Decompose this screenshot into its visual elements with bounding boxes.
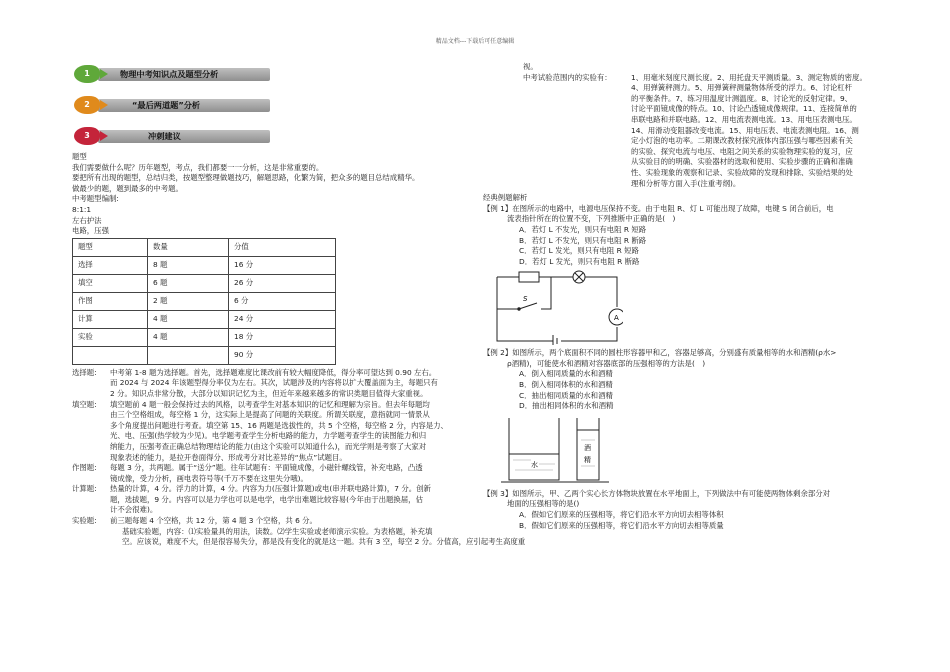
text-line: 填空题前 4 题一般会保持过去的风格，以考查学生对基本知识的记忆和理解为宗旨。但去年每题均 [110,399,430,409]
table-cell: 16 分 [229,256,336,274]
text-line: 我们需要做什么呢？历年题型，考点，我们都要一一分析，这是非常重要的。 [72,162,324,172]
section-heading-2 [72,93,472,124]
item-label: 选择题: [72,367,97,377]
circuit-diagram [493,269,623,345]
text-line: 【例 3】如图所示，甲、乙两个实心长方体物块放置在水平地面上，下列做法中有可能使两物体剩余部分对 [483,488,831,498]
example-1 [483,204,878,346]
table-cell: 选择 [73,256,148,274]
text-line: 2 分。知识点非常分散，大部分以知识记忆为主，但近年来越来越多的常识类题目值得大家重视。 [110,388,428,398]
section-heading-1 [72,62,472,93]
text-line: 性、实验现象的观察和记录、实验故障的发现和排除、实验结果的处 [631,167,853,177]
text-line: ρ酒精)，可能使水和酒精对容器底部的压强相等的方法是( ) [507,358,706,368]
experiment-detail [72,526,526,548]
section-number-badge: 3 [74,127,100,145]
text-line: 由三个空格组成，每空格 1 分，这实际上是提高了问题的关联度。所谓关联度，意指就同一情景从 [110,410,430,420]
text-line: 镜成像，受力分析，画电表符号等(千万不要在这里失分哦)。 [110,473,308,483]
table-row [73,310,336,328]
table-cell: 填空 [73,274,148,292]
table-cell: 实验 [73,328,148,346]
table-row [73,274,336,292]
experiment-description [72,516,472,527]
text-line: 理和分析等方面入手(注重考纲)。 [631,178,741,188]
table-header: 题型 [73,238,148,256]
text-line: 【例 2】如图所示，两个底面积不同的圆柱形容器甲和乙，容器足够高，分别盛有质量相等的水和酒精(ρ水> [483,348,837,358]
table-row [73,256,336,274]
text-line: 的平衡条件。7、练习用温度计测温度。8、讨论光的反射定律。9、 [631,93,853,103]
text-line: 基础实验题，内容：⑴实验量具的用法，读数。⑵学生实验或老师演示实验。为表格题，补充填 [122,526,433,536]
text-line: 地面的压强相等的是() [507,499,580,509]
section-heading-3 [72,124,472,155]
item-label: 作图题: [72,463,97,473]
option: B．若灯 L 不发光，则只有电阻 R 断路 [519,235,647,245]
option: A．若灯 L 不发光，则只有电阻 R 短路 [519,224,647,234]
choice-description [72,368,472,400]
table-row [73,292,336,310]
text-line: 空。应该说，难度不大，但是很容易失分，都是没有变化的就是这一题。共有 3 空，每空 2 分。分值高，应引起考生高度重 [122,537,526,547]
fill-blank-description [72,400,472,464]
table-header: 数量 [148,238,229,256]
table-header-row [73,238,336,256]
text-line: 4、用弹簧秤测力。5、用弹簧秤测量物体所受的浮力。6、讨论杠杆 [631,83,853,93]
text-line: 多个角度提出问题进行考查。填空第 15、16 两题是选拔性的，共 5 个空格，每空格 2 分，内容是力、 [110,420,448,430]
text-line: 讨论平面镜成像的特点。10、讨论凸透镜成像规律。11、连接简单的 [631,104,857,114]
text-line: 要把所有出现的题型，总结归类，按题型整理做题技巧，解题思路，化繁为简，把众多的题目总结成精华。 [72,173,420,183]
section-title: “最后两道题”分析 [132,100,201,110]
text-line: 【例 1】在图所示的电路中，电源电压保持不变。由于电阻 R、灯 L 可能出现了故障，电键 S 闭合前后，电 [483,203,834,213]
text-line: 纳能力，压强考查正确总结物理结论的能力(由这个实验可以知道什么)，而光学则是考察了大家对 [110,441,427,451]
text-line: 热量的计算，4 分。浮力的计算，4 分。内容为力(压强计算题)或电(串并联电路计算)，7 分。创新 [110,484,431,494]
text-line: 的实验、探究电流与电压、电阻之间关系的实验物理实验的复习，应 [631,146,853,156]
question-type-descriptions [72,367,526,548]
text-line: 中考题型编制: [72,194,119,204]
text-line: 串联电路和并联电路。12、用电流表测电流。13、用电压表测电压。 [631,114,857,124]
text-line: 左右护法 [72,215,102,225]
water-label: 水 [531,460,538,469]
section-number-badge: 1 [74,65,100,83]
table-cell: 作图 [73,292,148,310]
section-bar [98,130,270,143]
table-header: 分值 [229,238,336,256]
text-line: 光、电、压强(热学较为少见)。电学题考查学生分析电路的能力，力学题考查学生的读图能力和归 [110,431,427,441]
resistor-label [525,269,530,270]
text-line: 题型 [72,152,87,161]
text-line: 定小灯泡的电功率。二期课改教材探究液体内部压强与哪些因素有关 [631,136,853,146]
text-line: 前三题每题 4 个空格，共 12 分，第 4 题 3 个空格，共 6 分。 [110,516,317,526]
option: D．抽出相同体积的水和酒精 [519,401,614,411]
examples-title: 经典例题解析 [483,193,528,203]
item-label: 填空题: [72,399,97,409]
table-cell: 6 分 [229,292,336,310]
text-line: 而 2024 与 2024 年该题型得分率仅为左右。其次，试题涉及的内容将以扩大覆盖面为主，每题只有 [110,378,438,388]
table-cell: 8 题 [148,256,229,274]
text-line: 8:1:1 [72,204,92,214]
question-type-table [72,238,336,365]
text-line: 计不会很难)。 [110,505,158,515]
ammeter-label: A [614,314,619,323]
text-line: 每题 3 分，共两题。属于“送分”题。往年试题有：平面镜成像，小磁针螺线管，补充电路，凸透 [110,463,423,473]
option: A．倒入相同质量的水和酒精 [519,369,613,379]
item-label: 计算题: [72,484,97,494]
option: A．假如它们原来的压强相等，将它们沿水平方向切去相等体积 [519,510,724,520]
option: D．若灯 L 发光，则只有电阻 R 断路 [519,256,640,266]
option: C．若灯 L 发光，则只有电阻 R 短路 [519,246,639,256]
text-line: 流表指针所在的位置不变，下列推断中正确的是( ) [507,214,676,224]
table-cell: 18 分 [229,328,336,346]
alcohol-label-1: 酒 [584,443,591,452]
calculation-description [72,484,472,516]
containers-diagram [501,416,611,486]
table-cell: 26 分 [229,274,336,292]
table-row [73,346,336,364]
table-cell [148,346,229,364]
page-header: 精品文档---下载后可任意编辑 [435,38,515,45]
table-cell: 计算 [73,310,148,328]
option: C．抽出相同质量的水和酒精 [519,390,613,400]
section-title: 物理中考知识点及题型分析 [120,69,219,79]
example-3 [483,489,878,531]
text-line: 1、用毫米刻度尺测长度。2、用托盘天平测质量。3、测定物质的密度。 [631,72,867,82]
table-cell: 6 题 [148,274,229,292]
alcohol-label-2: 精 [584,455,591,464]
table-cell: 2 题 [148,292,229,310]
text-line: 现象表述的能力，是拉开卷面得分、形成考分对比差异的“焦点”试题目。 [110,452,347,462]
drawing-description [72,463,472,484]
table-cell: 24 分 [229,310,336,328]
example-2 [483,348,878,486]
option: B．假如它们原来的压强相等，将它们沿水平方向切去相等质量 [519,520,724,530]
section-title: 冲刺建议 [148,131,181,141]
table-cell: 90 分 [229,346,336,364]
table-row [73,328,336,346]
table-cell: 4 题 [148,310,229,328]
switch-label: S [523,295,528,304]
text-line: 题，选拔题，9 分。内容可以是力学也可以是电学，电学出难题比较容易(今年由于出题换届，估 [110,494,423,504]
table-cell [73,346,148,364]
text-line: 中考第 1-8 题为选择题。首先，选择题难度比课改前有较大幅度降低，得分率可望达到 0.90 左右。 [110,367,437,377]
lamp-label [577,269,581,270]
option: B．倒入相同体积的水和酒精 [519,380,613,390]
text-line: 14、用滑动变阻器改变电流。15、用电压表、电流表测电阻。16、测 [631,125,859,135]
text-line: 视。 [523,62,538,71]
table-cell: 4 题 [148,328,229,346]
right-column [483,62,878,531]
section-number-badge: 2 [74,96,100,114]
text-line: 电路，压强 [72,226,109,236]
text-line: 做最少的题，题到最多的中考题。 [72,183,183,193]
text-line: 从实验目的的明确、实验器材的选取和使用、实验步骤的正确和准确 [631,157,853,167]
intro-text [72,152,472,237]
item-label: 实验题: [72,516,97,526]
scope-label: 中考试验范围内的实验有： [523,72,612,82]
experiment-scope [483,73,878,190]
